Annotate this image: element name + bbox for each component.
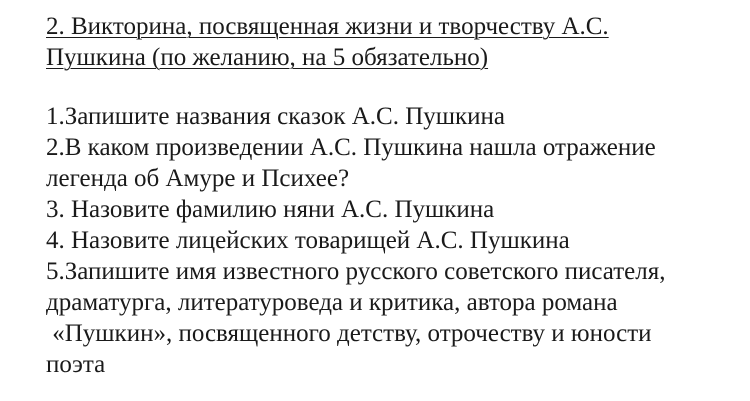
question-5-line-4: поэта: [46, 351, 106, 378]
question-5-line-3: «Пушкин», посвященного детству, отрочеству и юности: [46, 320, 652, 347]
question-list: [46, 101, 736, 380]
question-4-line-1: 4. Назовите лицейских товарищей А.С. Пушкина: [46, 227, 570, 254]
question-3: [46, 194, 736, 225]
question-3-line-1: 3. Назовите фамилию няни А.С. Пушкина: [46, 196, 495, 223]
question-5-line-1: 5.Запишите имя известного русского советского писателя,: [46, 258, 666, 285]
question-1: [46, 101, 736, 132]
quiz-heading-line-2: Пушкина (по желанию, на 5 обязательно): [46, 44, 489, 71]
question-2: [46, 132, 736, 194]
question-1-line-1: 1.Запишите названия сказок А.С. Пушкина: [46, 103, 505, 130]
question-2-line-1: 2.В каком произведении А.С. Пушкина нашла отражение: [46, 134, 656, 161]
question-5-line-2: драматурга, литературоведа и критика, автора романа: [46, 289, 618, 316]
question-4: [46, 225, 736, 256]
question-2-line-2: легенда об Амуре и Психее?: [46, 165, 350, 192]
question-5: [46, 256, 736, 380]
quiz-heading-line-1: 2. Викторина, посвященная жизни и творчеству А.С.: [46, 13, 609, 40]
quiz-heading: [46, 11, 736, 73]
